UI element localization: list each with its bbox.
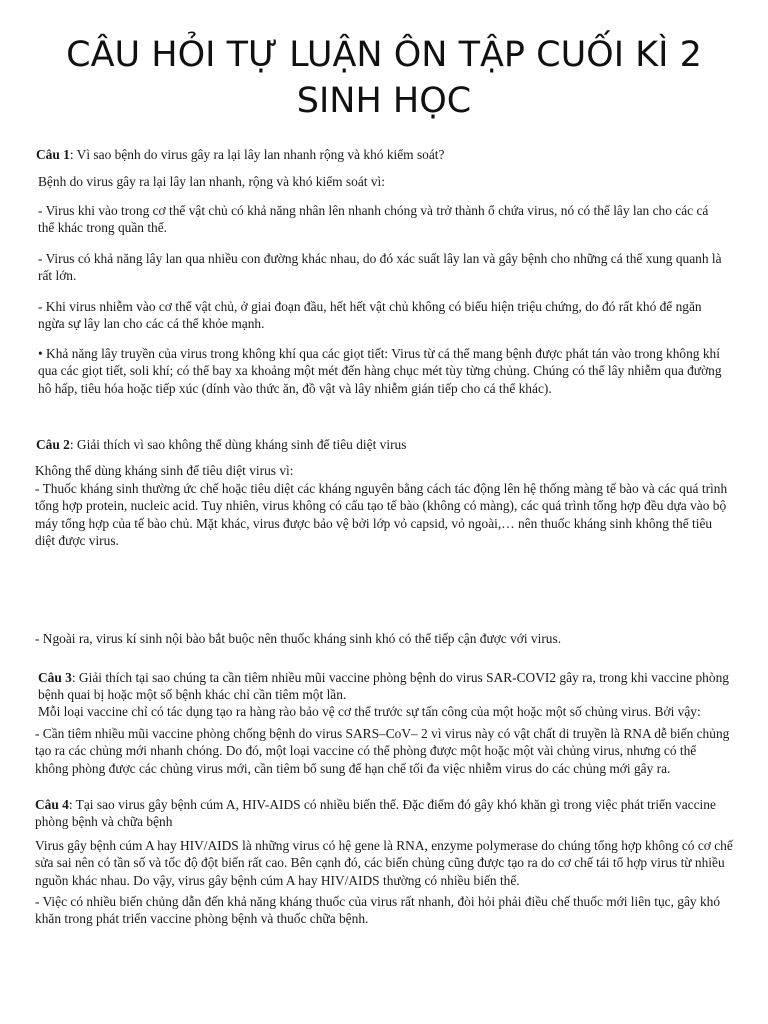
answer-3-point-1: - Cần tiêm nhiều mũi vaccine phòng chống bệnh do virus SARS–CoV– 2 vì virus này có vật chất di truyền là RNA dễ biến chủng tạo ra các chủng mới nhanh chóng. Do đó, một loại vaccine có thể phòng được một hoặc một vài chủng virus, nhưng có thể không phòng được các chủng virus mới, cần tiêm bổ sung để hạn chế tối đa việc nhiễm virus do các chủng mới gây ra. [35,726,730,776]
page-title [0,32,768,124]
question-2-text: : Giải thích vì sao không thể dùng kháng sinh để tiêu diệt virus [69,437,407,452]
question-1-label: Câu 1 [36,147,70,162]
question-4-label: Câu 4 [35,797,69,812]
answer-1-intro: Bệnh do virus gây ra lại lây lan nhanh, rộng và khó kiểm soát vì: [38,174,385,189]
question-3-label: Câu 3 [38,670,72,685]
answer-2-point-2: - Ngoài ra, virus kí sinh nội bào bắt buộc nên thuốc kháng sinh khó có thể tiếp cận được với virus. [35,631,562,646]
question-2 [36,436,736,453]
answer-1-point-3: - Khi virus nhiễm vào cơ thể vật chủ, ở giai đoạn đầu, hết hết vật chủ không có biểu hiện triệu chứng, do đó rất khó để ngăn ngừa sự lây lan cho các cá thể khỏe mạnh. [38,299,702,332]
question-4 [35,796,735,831]
question-1-text: : Vì sao bệnh do virus gây ra lại lây lan nhanh rộng và khó kiểm soát? [69,147,445,162]
answer-2-point-1: - Thuốc kháng sinh thường ức chế hoặc tiêu diệt các kháng nguyên bằng cách tác động lên hệ thống màng tế bào và các quá trình tổng hợp protein, nucleic acid. Tuy nhiên, virus không có cấu tạo tế bào (không có màng), các quá trình tổng hợp đều dựa vào bộ máy tổng hợp của tế bào chủ. Mặt khác, virus được bảo vệ bởi lớp vỏ capsid, vỏ ngoài,… nên thuốc kháng sinh không thể tiêu diệt được virus. [35,481,728,549]
answer-1-point-4: • Khả năng lây truyền của virus trong không khí qua các giọt tiết: Virus từ cá thể mang bệnh được phát tán vào trong không khí qua các giọt tiết, soli khí; có thể bay xa khoảng một mét đến hàng chục mét tùy từng chủng. Chúng có thể lây nhiễm qua đường hô hấp, tiêu hóa hoặc tiếp xúc (dính vào thức ăn, đồ vật và lây nhiễm gián tiếp cho cá thể khác). [38,346,722,396]
question-4-text: : Tại sao virus gây bệnh cúm A, HIV-AIDS có nhiều biến thể. Đặc điểm đó gây khó khăn gì trong việc phát triển vaccine phòng bệnh và chữa bệnh [35,797,716,830]
answer-2-intro: Không thể dùng kháng sinh để tiêu diệt virus vì: [35,463,294,478]
question-2-label: Câu 2 [36,437,70,452]
question-3-text: : Giải thích tại sao chúng ta cần tiêm nhiều mũi vaccine phòng bệnh do virus SAR-COVI2 gây ra, trong khi vaccine phòng bệnh quai bị hoặc một số bệnh khác chỉ cần tiêm một lần. [38,670,729,703]
answer-1-point-1: - Virus khi vào trong cơ thể vật chủ có khả năng nhân lên nhanh chóng và trở thành ổ chứa virus, nó có thể lây lan cho các cá thể khác trong quần thể. [38,203,709,236]
answer-4-point-1: - Việc có nhiều biến chủng dẫn đến khả năng kháng thuốc của virus rất nhanh, đòi hỏi phải điều chế thuốc mới liên tục, gây khó khăn trong phát triển vaccine phòng bệnh và thuốc chữa bệnh. [35,894,721,927]
answer-1-point-2: - Virus có khả năng lây lan qua nhiều con đường khác nhau, do đó xác suất lây lan và gây bệnh cho những cá thể xung quanh là rất lớn. [38,251,722,284]
question-1 [36,146,736,163]
answer-4-intro: Virus gây bệnh cúm A hay HIV/AIDS là những virus có hệ gene là RNA, enzyme polymerase do chúng tổng hợp không có cơ chế sửa sai nên có tần số và tốc độ đột biến rất cao. Bên cạnh đó, các biến chủng cũng được tạo ra do cơ chế tái tổ hợp virus từ nhiều nguồn khác nhau. Do vậy, virus gây bệnh cúm A hay HIV/AIDS thường có nhiều biến thể. [35,838,733,888]
question-3 [38,669,730,704]
title-line-1: CÂU HỎI TỰ LUẬN ÔN TẬP CUỐI KÌ 2 [66,35,702,75]
answer-3-intro: Mỗi loại vaccine chỉ có tác dụng tạo ra hàng rào bảo vệ cơ thể trước sự tấn công của một hoặc một số chủng virus. Bởi vậy: [38,704,701,719]
title-line-2: SINH HỌC [296,81,472,121]
